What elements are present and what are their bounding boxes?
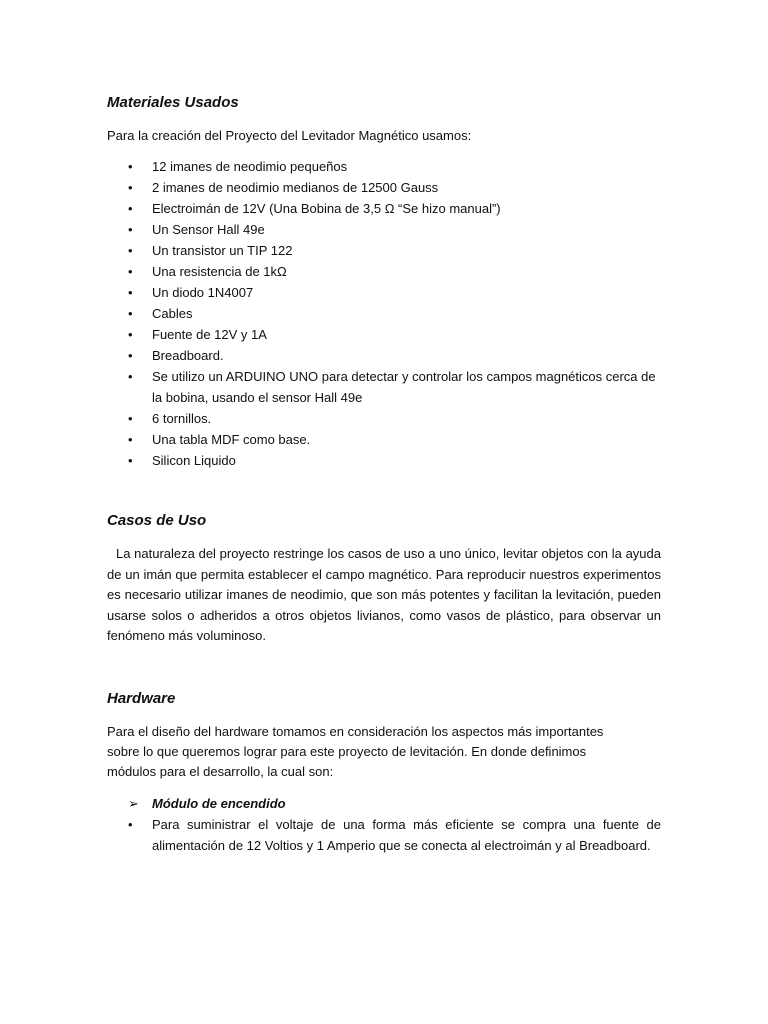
list-item: • Un Sensor Hall 49e xyxy=(107,219,661,240)
bullet-dot-icon: • xyxy=(128,453,133,468)
list-item: • Breadboard. xyxy=(107,345,661,366)
bullet-dot-icon: • xyxy=(128,180,133,195)
bullet-dot-icon: • xyxy=(128,264,133,279)
bullet-dot-icon: • xyxy=(128,159,133,174)
bullet-dot-icon: • xyxy=(128,243,133,258)
list-item: • Se utilizo un ARDUINO UNO para detectar y controlar los campos magnéticos cerca de la bobina, usando el sensor Hall 49e xyxy=(107,366,661,408)
list-item: • Para suministrar el voltaje de una forma más eficiente se compra una fuente de alimentación de 12 Voltios y 1 Amperio que se conecta al electroimán y al Breadboard. xyxy=(107,814,661,856)
materiales-heading: Materiales Usados xyxy=(107,94,239,111)
bullet-dot-icon: • xyxy=(128,285,133,300)
hardware-heading: Hardware xyxy=(107,689,176,707)
bullet-dot-icon: • xyxy=(128,306,133,321)
hardware-paragraph: Para el diseño del hardware tomamos en consideración los aspectos más importantes sobre lo que queremos lograr para este proyecto de levitación. En donde definimos módulos para el desarrollo, la cual son: xyxy=(107,723,604,779)
list-item: • Un diodo 1N4007 xyxy=(107,282,661,303)
hardware-modules-list xyxy=(107,793,661,856)
bullet-dot-icon: • xyxy=(128,432,133,447)
bullet-dot-icon: • xyxy=(128,348,133,363)
bullet-dot-icon: • xyxy=(128,222,133,237)
list-item: • Electroimán de 12V (Una Bobina de 3,5 Ω “Se hizo manual”) xyxy=(107,198,661,219)
materiales-intro: Para la creación del Proyecto del Levitador Magnético usamos: xyxy=(107,128,472,143)
document-content xyxy=(107,94,661,856)
bullet-dot-icon: • xyxy=(128,327,133,342)
bullet-dot-icon: • xyxy=(128,369,133,384)
list-item: ➢ Módulo de encendido xyxy=(107,793,661,814)
list-item: • 12 imanes de neodimio pequeños xyxy=(107,156,661,177)
list-item: • Silicon Liquido xyxy=(107,450,661,471)
bullet-dot-icon: • xyxy=(128,816,133,832)
list-item: • Una tabla MDF como base. xyxy=(107,429,661,450)
bullet-dot-icon: • xyxy=(128,411,133,426)
list-item: • Cables xyxy=(107,303,661,324)
list-item: • Fuente de 12V y 1A xyxy=(107,324,661,345)
materiales-list xyxy=(107,156,661,471)
list-item: • Una resistencia de 1kΩ xyxy=(107,261,661,282)
bullet-dot-icon: • xyxy=(128,201,133,216)
casos-heading: Casos de Uso xyxy=(107,512,207,529)
arrow-right-icon: ➢ xyxy=(128,795,139,811)
list-item: • Un transistor un TIP 122 xyxy=(107,240,661,261)
list-item: • 2 imanes de neodimio medianos de 12500 Gauss xyxy=(107,177,661,198)
list-item: • 6 tornillos. xyxy=(107,408,661,429)
casos-paragraph: La naturaleza del proyecto restringe los casos de uso a uno único, levitar objetos con la ayuda de un imán que permita establecer el campo magnético. Para reproducir nuestros experimentos es necesario utilizar imanes de neodimio, que son más potentes y facilitan la levitación, pueden usarse solos o adheridos a otros objetos livianos, como vasos de plástico, para observar un fenómeno más voluminoso. xyxy=(107,546,661,643)
